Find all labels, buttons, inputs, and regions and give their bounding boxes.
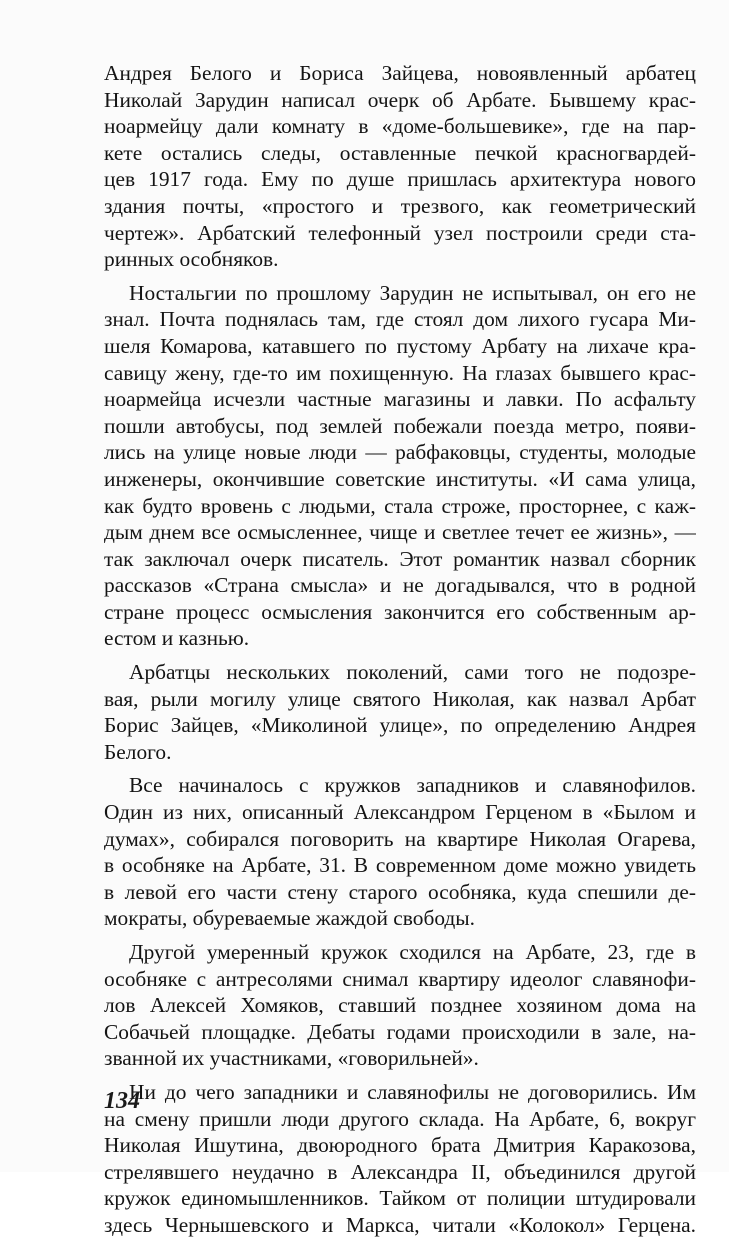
text-line: особняке с антресолями снимал квартиру идеолог славянофи- xyxy=(104,966,696,991)
text-line: знал. Почта поднялась там, где стоял дом лихого гусара Ми- xyxy=(104,307,696,332)
text-line: так заключал очерк писатель. Этот романтик назвал сборник xyxy=(104,546,696,571)
body-text xyxy=(104,60,696,1239)
text-line: стрелявшего неудачно в Александра II, объединился другой xyxy=(104,1159,696,1184)
text-line: ноармейцу дали комнату в «доме-большевике», где на пар- xyxy=(104,114,696,139)
text-line: на смену пришли люди другого склада. На Арбате, 6, вокруг xyxy=(104,1106,696,1131)
paragraph-gap xyxy=(104,1072,696,1079)
text-line: кружок единомышленников. Тайком от полиции штудировали xyxy=(104,1186,696,1211)
text-line: в особняке на Арбате, 31. В современном доме можно увидеть xyxy=(104,853,696,878)
text-line: Ни до чего западники и славянофилы не договорились. Им xyxy=(129,1079,696,1104)
text-line: чертеж». Арбатский телефонный узел построили среди ста- xyxy=(104,220,696,245)
paragraph xyxy=(104,659,696,765)
text-line: савицу жену, где-то им похищенную. На глазах бывшего крас- xyxy=(104,360,696,385)
text-line: шеля Комарова, катавшего по пустому Арбату на лихаче кра- xyxy=(104,333,696,358)
text-line: естом и казнью. xyxy=(104,626,250,651)
text-line: мократы, обуреваемые жаждой свободы. xyxy=(104,906,476,931)
text-line: званной их участниками, «говорильней». xyxy=(104,1046,479,1071)
text-line: лов Алексей Хомяков, ставший позднее хозяином дома на xyxy=(104,993,696,1018)
text-line: здесь Чернышевского и Маркса, читали «Колокол» Герцена. xyxy=(104,1212,696,1237)
paragraph-gap xyxy=(104,932,696,939)
text-line: пошли автобусы, под землей побежали поезда метро, появи- xyxy=(104,413,696,438)
page-number: 134 xyxy=(104,1088,140,1114)
paragraph-gap xyxy=(104,765,696,772)
text-line: Николая Ишутина, двоюродного брата Дмитрия Каракозова, xyxy=(104,1133,696,1158)
paragraph xyxy=(104,280,696,652)
paragraph xyxy=(104,772,696,932)
text-line: Андрея Белого и Бориса Зайцева, новоявленный арбатец xyxy=(104,61,696,85)
text-line: здания почты, «простого и трезвого, как геометрический xyxy=(104,193,696,218)
text-line: как будто вровень с людьми, стала строже, просторнее, с каж- xyxy=(104,493,696,518)
text-line: Арбатцы нескольких поколений, сами того не подозре- xyxy=(129,660,696,685)
paragraph xyxy=(104,939,696,1072)
paragraph-gap xyxy=(104,652,696,659)
text-line: Николай Зарудин написал очерк об Арбате. Бывшему крас- xyxy=(104,87,696,112)
text-line: Один из них, описанный Александром Герценом в «Былом и xyxy=(104,800,696,825)
paragraph-gap xyxy=(104,273,696,280)
text-line: рассказов «Страна смысла» и не догадывался, что в родной xyxy=(104,573,696,598)
text-line: думах», собирался поговорить на квартире Николая Огарева, xyxy=(104,826,696,851)
text-line: дым днем все осмысленнее, чище и светлее течет ее жизнь», — xyxy=(104,520,696,545)
text-line: инженеры, окончившие советские институты. «И сама улица, xyxy=(104,466,696,491)
text-line: лись на улице новые люди — рабфаковцы, студенты, молодые xyxy=(104,440,696,465)
text-line: в левой его части стену старого особняка, куда спешили де- xyxy=(104,879,696,904)
paragraph xyxy=(104,1079,696,1239)
text-line: Все начиналось с кружков западников и славянофилов. xyxy=(129,773,696,798)
text-line: вая, рыли могилу улице святого Николая, как назвал Арбат xyxy=(104,686,696,711)
paragraph xyxy=(104,60,696,273)
text-line: стране процесс осмысления закончится его собственным ар- xyxy=(104,599,696,624)
text-line: Другой умеренный кружок сходился на Арбате, 23, где в xyxy=(129,940,696,964)
text-line: Борис Зайцев, «Миколиной улице», по определению Андрея xyxy=(104,713,696,738)
text-line: Собачьей площадке. Дебаты годами происходили в зале, на- xyxy=(104,1019,696,1044)
text-line: кете остались следы, оставленные печкой красногвардей- xyxy=(104,140,696,165)
text-line: Ностальгии по прошлому Зарудин не испытывал, он его не xyxy=(129,280,696,305)
text-line: ринных особняков. xyxy=(104,247,279,272)
text-line: цев 1917 года. Ему по душе пришлась архитектура нового xyxy=(104,167,696,192)
text-line: Белого. xyxy=(104,739,172,764)
text-line: ноармейца исчезли частные магазины и лавки. По асфальту xyxy=(104,387,696,412)
